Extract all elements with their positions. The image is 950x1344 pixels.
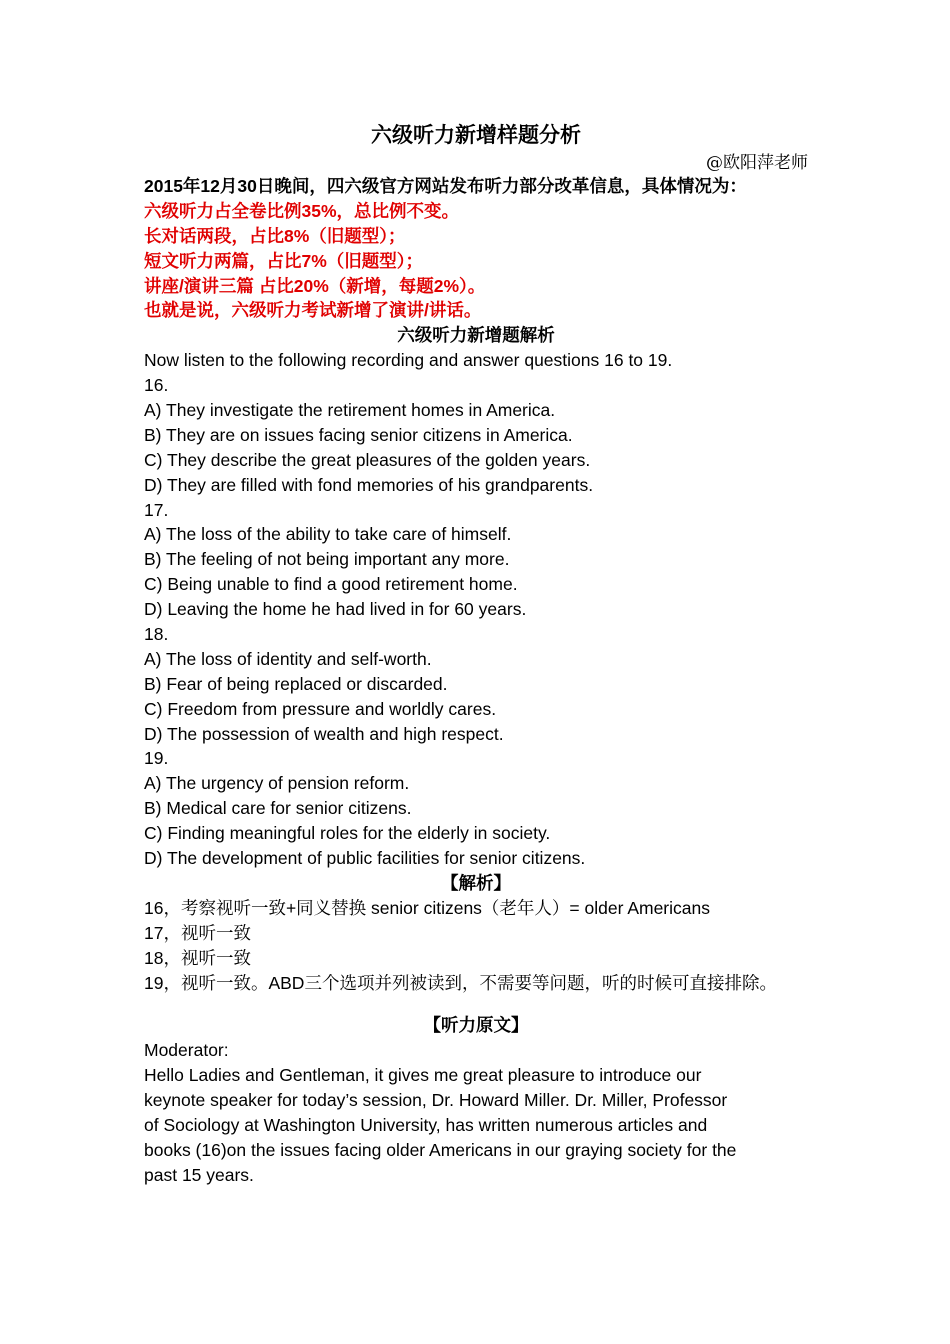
transcript-line: books (16)on the issues facing older Americans in our graying society for the <box>144 1139 737 1160</box>
author-credit: @欧阳萍老师 <box>706 153 808 173</box>
question-number: 16. <box>144 375 169 396</box>
analysis-line: 19，视听一致。ABD三个选项并列被读到，不需要等问题，听的时候可直接排除。 <box>144 972 777 993</box>
question-option: B) Medical care for senior citizens. <box>144 798 412 819</box>
highlight-line: 六级听力占全卷比例35%，总比例不变。 <box>144 200 460 221</box>
question-number: 18. <box>144 624 169 645</box>
question-option: A) The urgency of pension reform. <box>144 773 410 794</box>
analysis-line: 16，考察视听一致+同义替换 senior citizens（老年人）= older Americans <box>144 897 710 918</box>
question-option: B) They are on issues facing senior citizens in America. <box>144 424 573 445</box>
question-option: D) Leaving the home he had lived in for 60 years. <box>144 599 527 620</box>
question-number: 19. <box>144 748 169 769</box>
highlight-line: 长对话两段，占比8%（旧题型）； <box>144 225 406 246</box>
question-option: D) The possession of wealth and high respect. <box>144 723 504 744</box>
highlight-line: 短文听力两篇，占比7%（旧题型）； <box>144 250 424 271</box>
question-option: A) They investigate the retirement homes in America. <box>144 400 556 421</box>
question-option: A) The loss of the ability to take care of himself. <box>144 524 512 545</box>
question-option: C) Finding meaningful roles for the elderly in society. <box>144 823 551 844</box>
intro-line: 2015年12月30日晚间，四六级官方网站发布听力部分改革信息，具体情况为： <box>144 176 747 196</box>
document-page <box>144 118 808 1188</box>
section-heading: 六级听力新增题解析 <box>397 325 555 346</box>
question-option: D) The development of public facilities for senior citizens. <box>144 848 586 869</box>
question-option: C) Being unable to find a good retirement home. <box>144 574 518 595</box>
question-option: B) The feeling of not being important any more. <box>144 549 510 570</box>
highlight-line: 也就是说，六级听力考试新增了演讲/讲话。 <box>144 300 482 321</box>
question-option: C) They describe the great pleasures of the golden years. <box>144 449 591 470</box>
spacer <box>144 995 808 1013</box>
transcript-line: of Sociology at Washington University, has written numerous articles and <box>144 1114 708 1135</box>
transcript-line: Hello Ladies and Gentleman, it gives me great pleasure to introduce our <box>144 1065 702 1086</box>
highlight-line: 讲座/演讲三篇 占比20%（新增，每题2%）。 <box>144 275 486 296</box>
question-number: 17. <box>144 499 169 520</box>
transcript-speaker: Moderator: <box>144 1040 229 1061</box>
analysis-line: 18，视听一致 <box>144 947 251 968</box>
question-option: A) The loss of identity and self-worth. <box>144 648 432 669</box>
analysis-line: 17，视听一致 <box>144 922 251 943</box>
question-option: C) Freedom from pressure and worldly cares. <box>144 698 497 719</box>
document-title: 六级听力新增样题分析 <box>371 122 581 147</box>
analysis-heading: 【解析】 <box>441 872 511 893</box>
question-option: B) Fear of being replaced or discarded. <box>144 673 448 694</box>
question-option: D) They are filled with fond memories of his grandparents. <box>144 474 594 495</box>
transcript-line: keynote speaker for today’s session, Dr. Howard Miller. Dr. Miller, Professor <box>144 1090 728 1111</box>
instruction-line: Now listen to the following recording and answer questions 16 to 19. <box>144 350 673 371</box>
transcript-heading: 【听力原文】 <box>423 1015 529 1036</box>
transcript-line: past 15 years. <box>144 1164 254 1185</box>
